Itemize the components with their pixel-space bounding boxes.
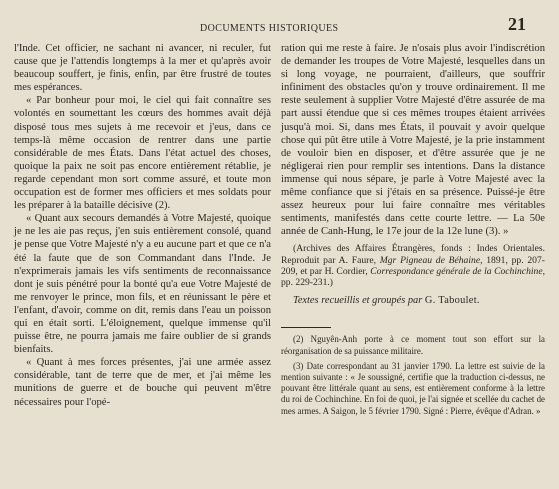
- credit-text: Textes recueillis et groupés par: [293, 295, 425, 307]
- left-column: [14, 42, 271, 409]
- right-column: [281, 42, 545, 417]
- page-number: 21: [508, 14, 526, 34]
- running-header: DOCUMENTS HISTORIQUES: [200, 23, 339, 34]
- paragraph: l'Inde. Cet officier, ne sachant ni avancer, ni reculer, fut cause que je l'attendis longtemps à la mer et qu'après avoir beaucoup souffert, je finis, enfin, par être frustré de toutes mes espérances.: [14, 43, 271, 94]
- footnotes: [281, 334, 545, 416]
- editor-name: G. Taboulet.: [424, 295, 480, 307]
- footnote: (2) Nguyên-Anh porte à ce moment tout son effort sur la réorganisation de sa puissance militaire.: [281, 334, 545, 356]
- editor-credit: [281, 294, 545, 307]
- citation-text: , pp. 229-231.): [281, 265, 545, 289]
- paragraph: « Quant aux secours demandés à Votre Majesté, quoique je ne les aie pas reçus, j'en suis entièrement consolé, quand je pense que Votre Majesté n'y a eu aucune part et que ce n'a été la faute que de son Commandant dans l'Inde. Je n'exprimerais jamais les vifs sentiments de reconnaissance dont je suis pénétré pour la bonté qu'a eue Votre Majesté de me renvoyer le prince, mon fils, et en réunissant le père et l'enfant, d'avoir, comme on dit, remis dans l'eau un poisson qui en était sorti. L'éloignement, quelque immense qu'il puisse être, ne pourra jamais me faire oublier de si grands bienfaits.: [14, 213, 271, 356]
- citation-text: , 1891, pp. 207-209, et par H. Cordier,: [281, 254, 545, 277]
- paragraph: « Quant à mes forces présentes, j'ai une armée assez considérable, tant de terre que de mer, et j'ai même les munitions de guerre et de bouche qui peuvent m'être nécessaires pour l'opé-: [14, 357, 271, 408]
- footnote-divider: [281, 327, 331, 328]
- citation-title: Mgr Pigneau de Béhaine: [379, 254, 481, 266]
- footnote: (3) Date correspondant au 31 janvier 1790. La lettre est suivie de la mention suivante : « Je soussigné, certifie que la traduction ci-dessus, ne pouvant être littérale quant au sens, est entièrement conforme à la lettre du roi de Cochinchine. En foi de quoi, je l'ai signée et scellée du cachet de mes armes. A Saigon, le 5 février 1790. Signé : Pierre, évêque d'Adran. »: [281, 360, 545, 416]
- citation-title: Correspondance générale de la Cochinchine: [370, 265, 543, 277]
- citation-text: (Archives des Affaires Étrangères, fonds : Indes Orientales. Reproduit par A. Faure,: [281, 243, 545, 266]
- paragraph: ration qui me reste à faire. Je n'osais plus avoir l'indiscrétion de demander les troupes de Votre Majesté, lesquelles dans un si long voyage, ne pourraient, d'ailleurs, que souffrir infiniment des obstacles qu'on y trouve ordinairement. Il me reste seulement à supplier Votre Majesté d'être assurée de ma part aussi étendue que si ces mêmes troupes étaient arrivées jusqu'à moi. Si, dans mes États, il pouvait y avoir quelque chose qui pût être utile à Votre Majesté, je la prie instamment de vouloir bien en disposer, et d'être assurée que je ne négligerai rien pour remplir ses intentions. Dans la distance immense qui nous sépare, je parle à Votre Majesté avec la même confiance que si j'étais en sa présence. Puissé-je être assez heureux pour lui faire connaître mes véritables sentiments, manifestés dans cette courte lettre. — La 50e année de Canh-Hung, le 17e jour de la 12e lune (3). »: [281, 43, 545, 238]
- source-citation: [281, 243, 545, 288]
- paragraph: « Par bonheur pour moi, le ciel qui fait connaître ses volontés en soumettant les cœurs des hommes avait déjà disposé tous mes sujets à me recevoir et j'eus, dans ce temps-là même occasion de rentrer dans une partie considérable de mes États. Dans l'état actuel des choses, quoique la paix ne soit pas encore entièrement rétablie, je regarde cependant mon sort comme assuré, et toute mon occupation est de former mes officiers et mes soldats pour les préparer à la bataille décisive (2).: [14, 95, 271, 212]
